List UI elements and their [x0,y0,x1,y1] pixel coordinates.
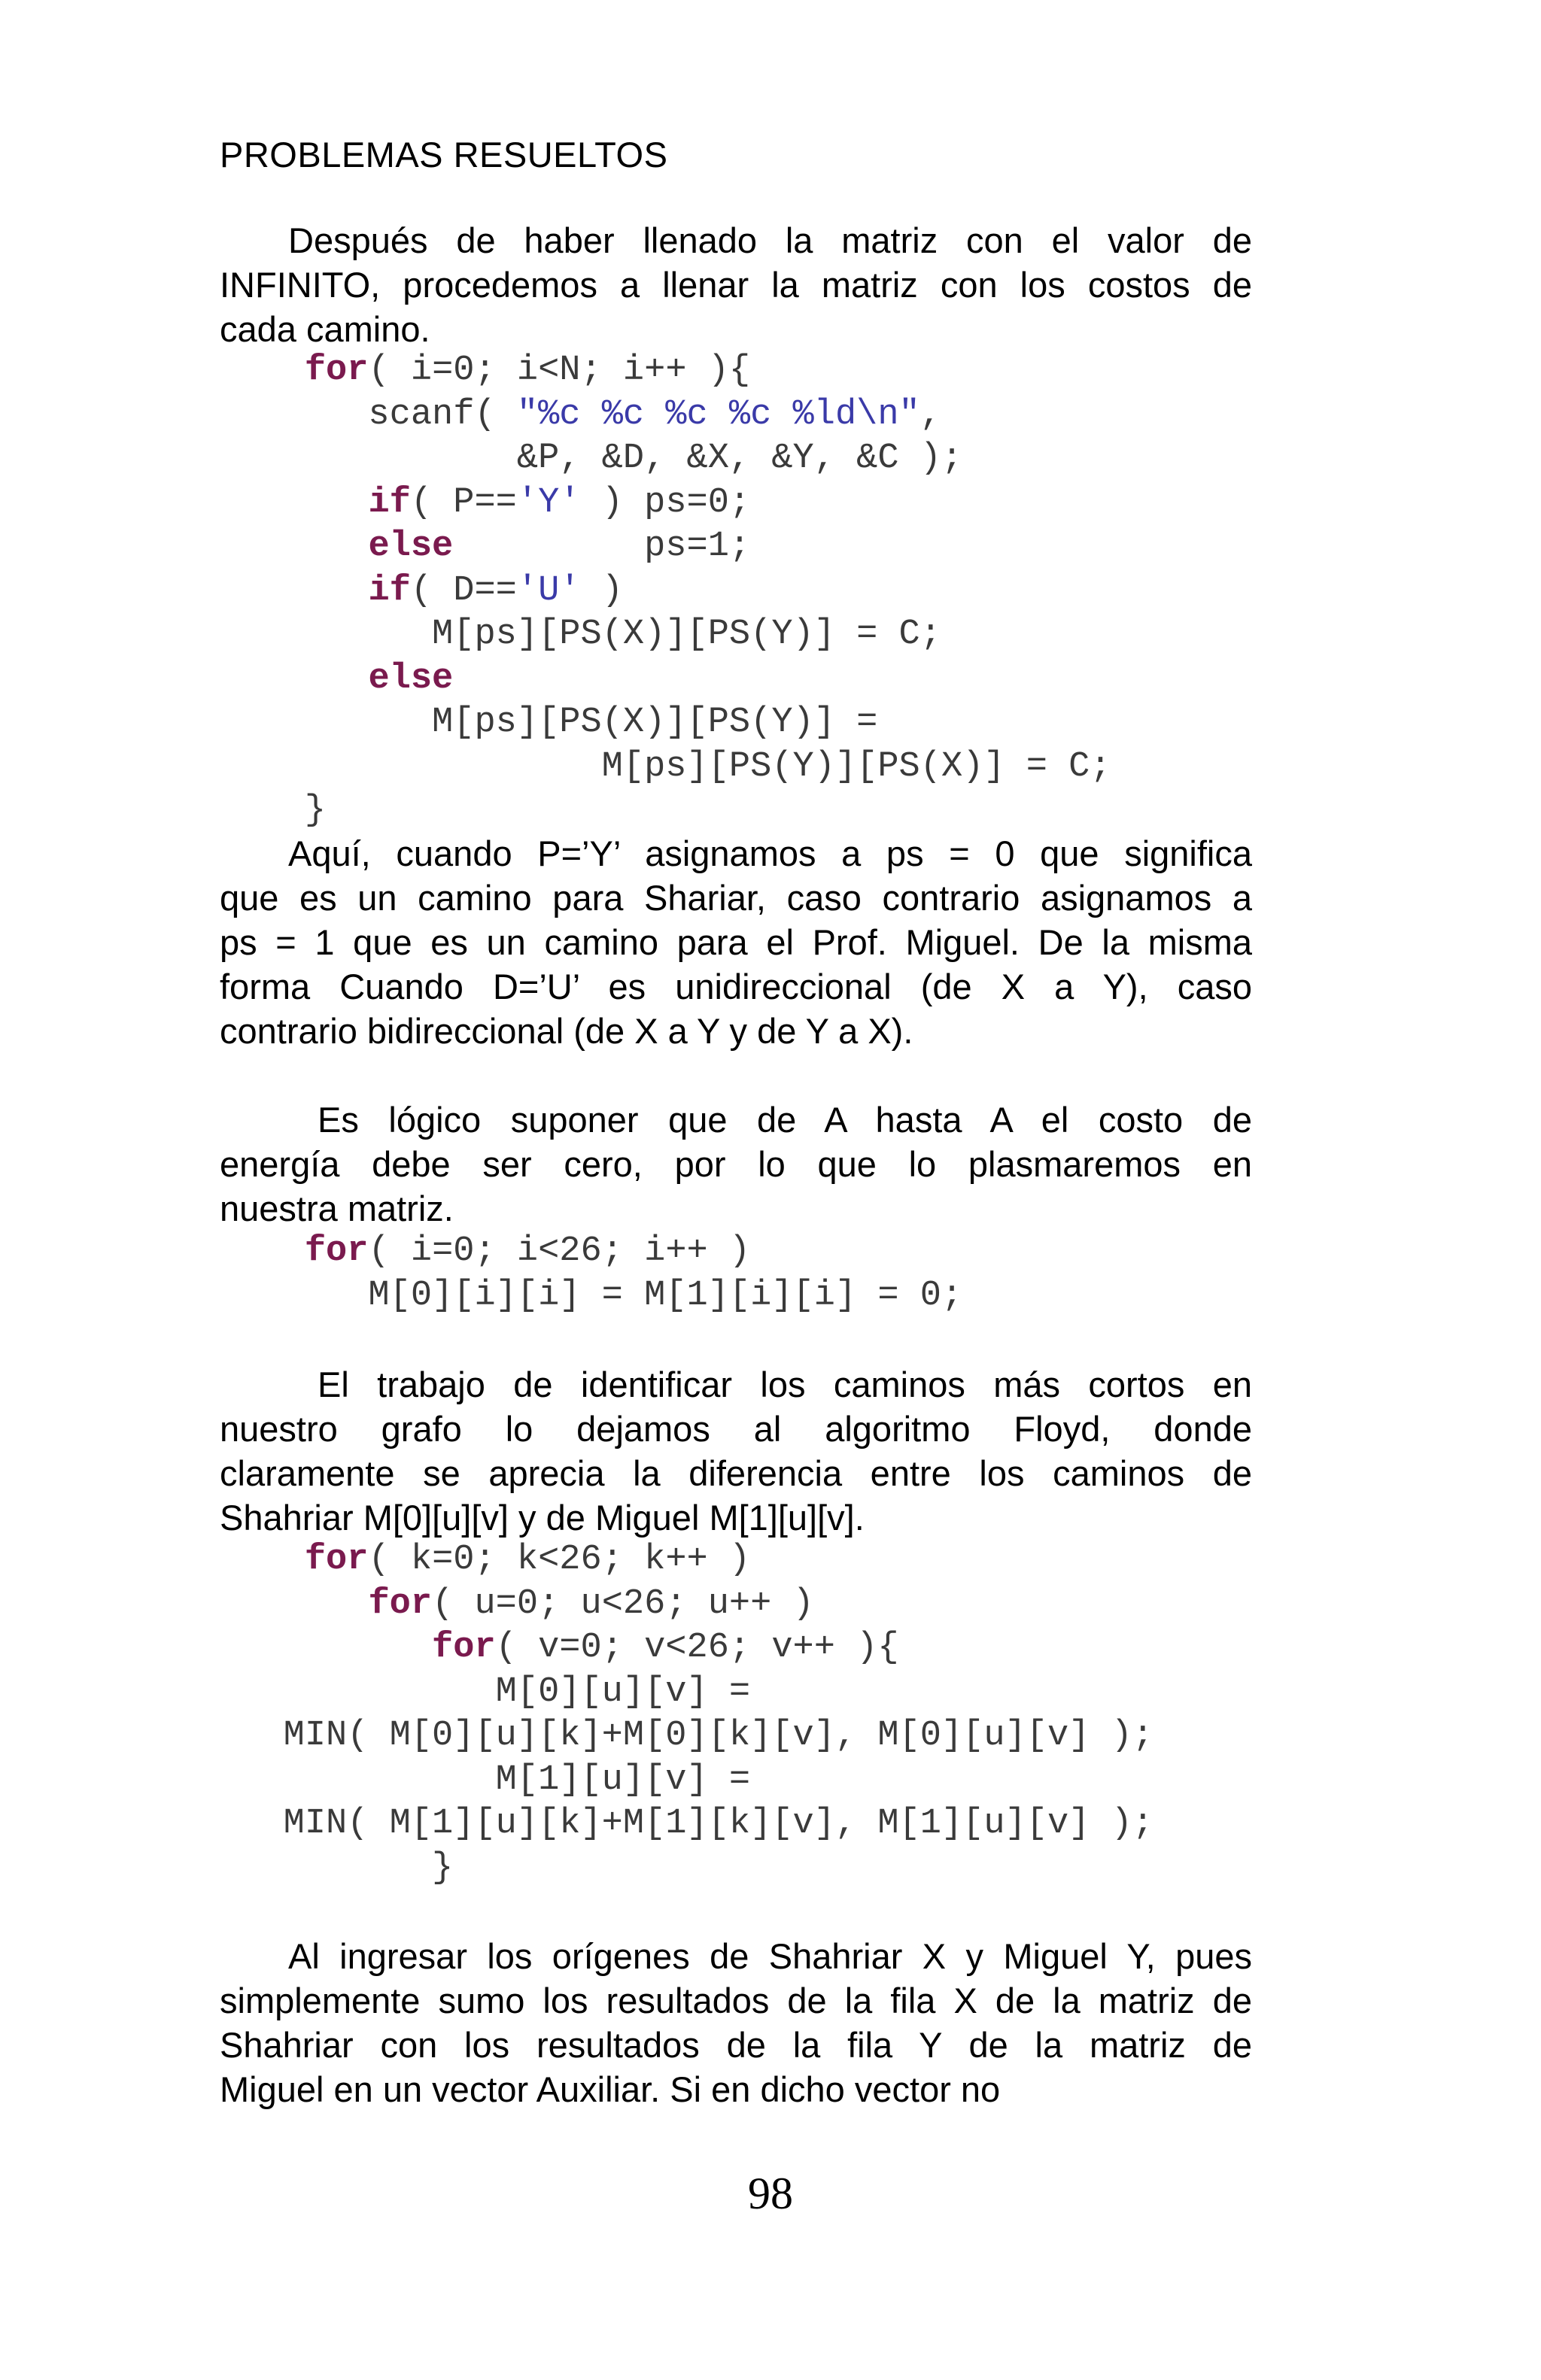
text-line: Shahriar M[0][u][v] y de Miguel M[1][u][v]. [220,1498,865,1538]
code-line: M[ps][PS(X)][PS(Y)] = [220,703,878,742]
code-line: M[ps][PS(Y)][PS(X)] = C; [220,746,1111,787]
text-line: Shahriar con los resultados de la fila Y de la matriz de [220,2025,1252,2065]
text-line: nuestro grafo lo dejamos al algoritmo Floyd, donde [220,1409,1252,1449]
text-line: Miguel en un vector Auxiliar. Si en dicho vector no [220,2069,1001,2109]
text-line: nuestra matriz. [220,1188,454,1228]
paragraph-origins [220,1934,1252,2111]
code-line: M[1][u][v] = [220,1759,751,1800]
code-line: if( D=='U' ) [368,570,623,611]
code-line: MIN( M[0][u][k]+M[0][k][v], M[0][u][v] ); [220,1716,1154,1756]
paragraph-explanation [220,831,1252,1053]
text-line: ps = 1 que es un camino para el Prof. Miguel. De la misma [220,922,1252,962]
code-line: else ps=1; [368,527,751,566]
code-line: M[0][u][v] = [220,1671,751,1712]
code-line: M[ps][PS(X)][PS(Y)] = C; [220,615,941,654]
code-line: for( i=0; i<N; i++ ){ [304,351,751,390]
text-line: claramente se aprecia la diferencia entre los caminos de [220,1453,1252,1493]
text-line: INFINITO, procedemos a llenar la matriz con los costos de [220,265,1252,305]
code-line: else [368,658,454,699]
text-line: El trabajo de identificar los caminos más cortos en [318,1365,1252,1404]
code-block-floyd [220,1538,1153,1890]
paragraph-zero-cost [220,1097,1252,1231]
code-block-diagonal [220,1230,962,1318]
text-line: que es un camino para Shariar, caso contrario asignamos a [220,878,1252,918]
code-block-read-input [220,349,1111,833]
text-line: cada camino. [220,309,430,349]
code-line: &P, &D, &X, &Y, &C ); [220,439,963,478]
code-line: } [220,1847,454,1888]
text-line: Después de haber llenado la matriz con el valor de [288,220,1252,260]
text-line: forma Cuando D=’U’ es unidireccional (de X a Y), caso [220,967,1252,1006]
text-line: Aquí, cuando P=’Y’ asignamos a ps = 0 que significa [288,833,1252,873]
code-line: for( i=0; i<26; i++ ) [304,1231,751,1271]
running-header: PROBLEMAS RESUELTOS [220,135,668,175]
text-line: energía debe ser cero, por lo que lo plasmaremos en [220,1144,1252,1184]
text-line: contrario bidireccional (de X a Y y de Y a X). [220,1011,913,1051]
code-line: for( v=0; v<26; v++ ){ [432,1628,899,1668]
text-line: simplemente sumo los resultados de la fila X de la matriz de [220,1981,1252,2020]
paragraph-intro [220,218,1252,351]
code-line: } [220,791,327,830]
code-line: M[0][i][i] = M[1][i][i] = 0; [220,1275,963,1316]
text-line: Es lógico suponer que de A hasta A el costo de [318,1100,1252,1140]
code-line: scanf( "%c %c %c %c %ld\n", [220,394,941,435]
code-line: if( P=='Y' ) ps=0; [368,482,751,523]
paragraph-floyd [220,1362,1252,1540]
text-line: Al ingresar los orígenes de Shahriar X y Miguel Y, pues [288,1936,1252,1976]
code-line: MIN( M[1][u][k]+M[1][k][v], M[1][u][v] ); [220,1804,1154,1844]
page-number: 98 [748,2169,793,2218]
code-line: for( k=0; k<26; k++ ) [304,1540,751,1580]
code-line: for( u=0; u<26; u++ ) [368,1583,814,1624]
